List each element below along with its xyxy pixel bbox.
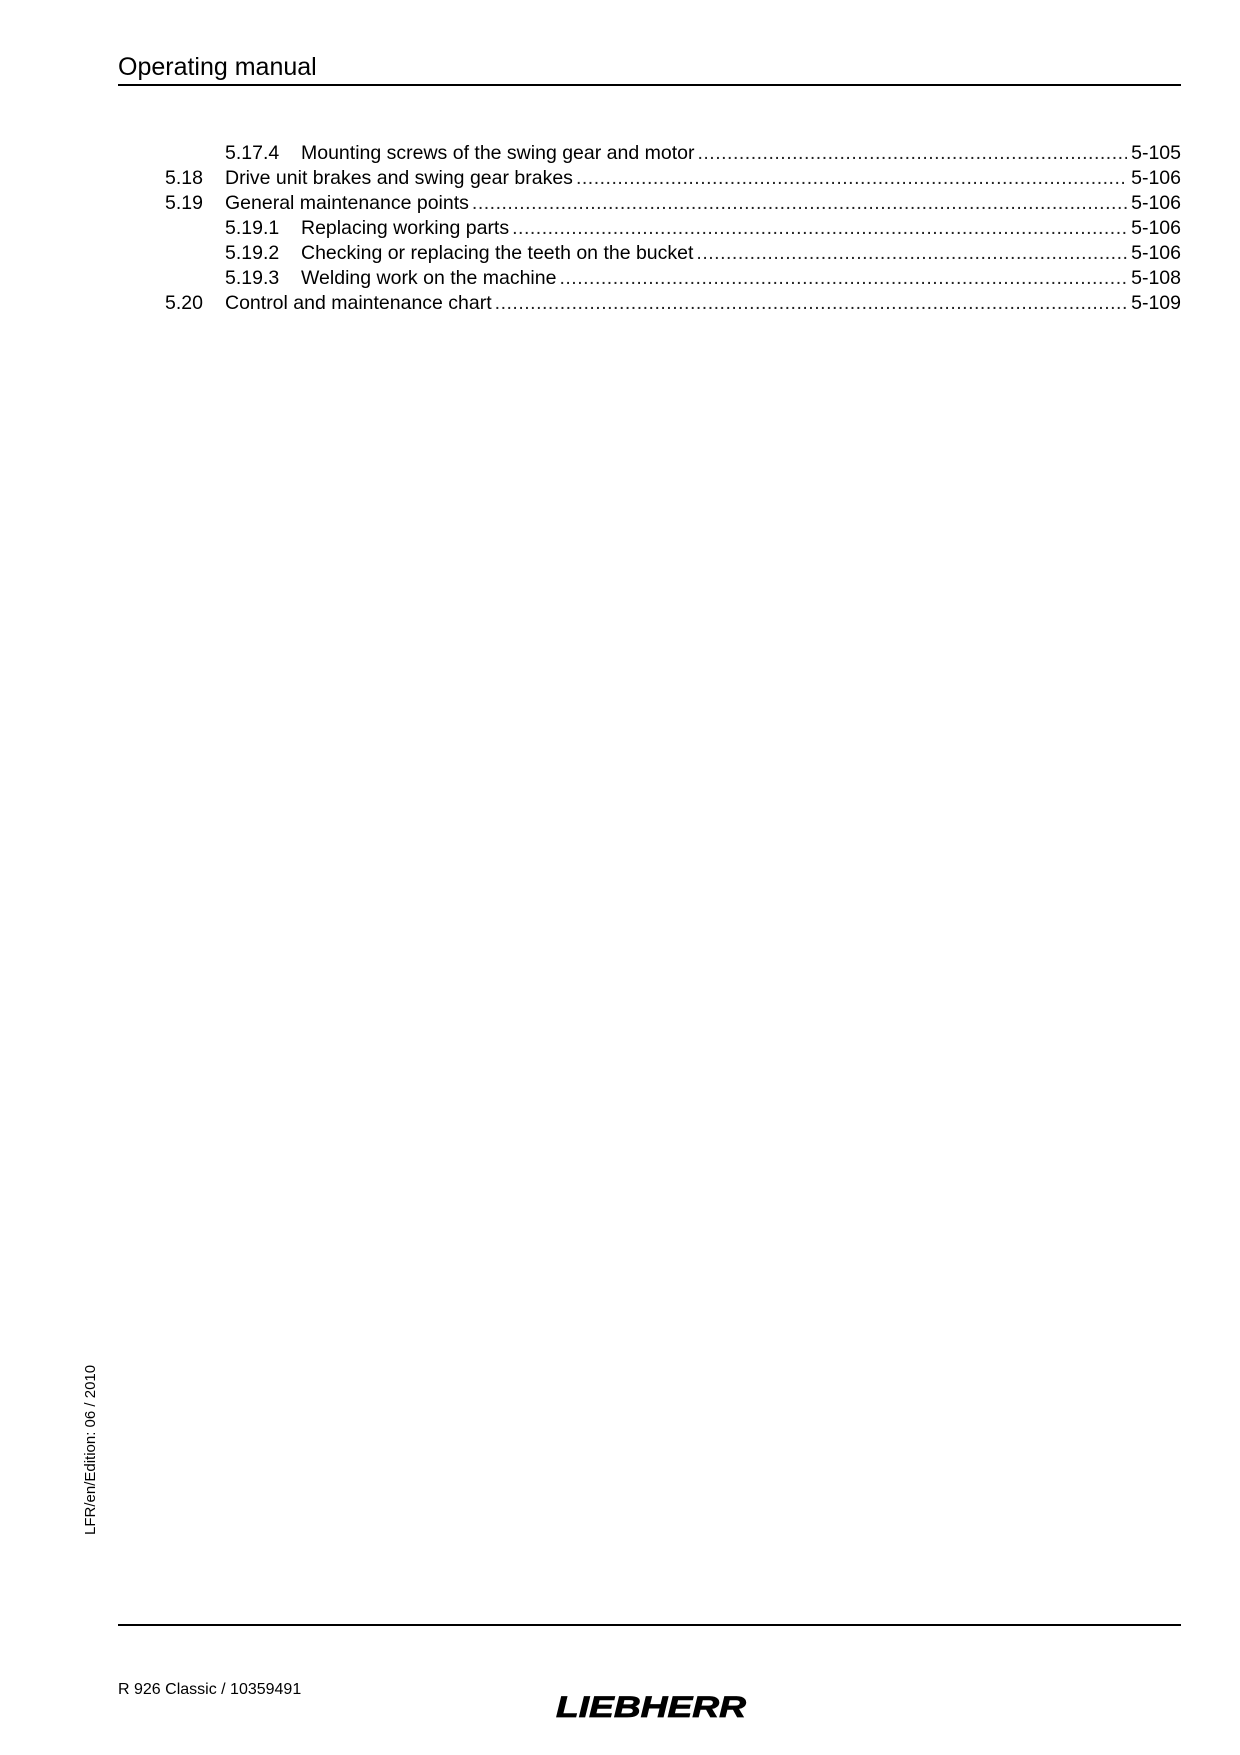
toc-leader — [576, 166, 1127, 191]
toc-page: 5-109 — [1131, 292, 1181, 314]
toc-leader — [495, 291, 1127, 316]
toc-leader — [512, 216, 1127, 241]
edition-label: LFR/en/Edition: 06 / 2010 — [82, 1364, 99, 1535]
toc-title: Mounting screws of the swing gear and motor — [301, 142, 695, 164]
liebherr-logo — [554, 1691, 748, 1720]
toc-title: General maintenance points — [225, 192, 469, 214]
toc-number: 5.20 — [165, 292, 203, 314]
toc-number: 5.19.2 — [225, 242, 280, 264]
toc-entry[interactable] — [118, 241, 1181, 266]
svg-text:LIEBHERR: LIEBHERR — [556, 1691, 747, 1720]
toc-number: 5.19 — [165, 192, 203, 214]
toc-title: Welding work on the machine — [301, 267, 557, 289]
toc-title: Control and maintenance chart — [225, 292, 492, 314]
toc-page: 5-108 — [1131, 267, 1181, 289]
toc-leader — [559, 266, 1127, 291]
toc-title: Replacing working parts — [301, 217, 510, 239]
toc-entry[interactable] — [118, 141, 1181, 166]
footer-model: R 926 Classic / 10359491 — [118, 1681, 302, 1698]
toc-entry[interactable] — [118, 216, 1181, 241]
toc-page: 5-106 — [1131, 242, 1181, 264]
toc-number: 5.18 — [165, 167, 203, 189]
footer-rule — [118, 1624, 1181, 1626]
toc-leader — [696, 241, 1127, 266]
toc-number: 5.19.1 — [225, 217, 280, 239]
toc-entry[interactable] — [118, 266, 1181, 291]
page-header-title: Operating manual — [118, 53, 317, 81]
toc-entry[interactable] — [118, 166, 1181, 191]
toc-page: 5-106 — [1131, 167, 1181, 189]
toc-number: 5.17.4 — [225, 142, 280, 164]
header-rule — [118, 84, 1181, 86]
toc-leader — [472, 191, 1127, 216]
toc-page: 5-105 — [1131, 142, 1181, 164]
table-of-contents — [118, 141, 1181, 316]
toc-leader — [697, 141, 1127, 166]
toc-title: Drive unit brakes and swing gear brakes — [225, 167, 573, 189]
toc-title: Checking or replacing the teeth on the bucket — [301, 242, 694, 264]
toc-page: 5-106 — [1131, 217, 1181, 239]
toc-number: 5.19.3 — [225, 267, 280, 289]
toc-entry[interactable] — [118, 291, 1181, 316]
toc-entry[interactable] — [118, 191, 1181, 216]
toc-page: 5-106 — [1131, 192, 1181, 214]
